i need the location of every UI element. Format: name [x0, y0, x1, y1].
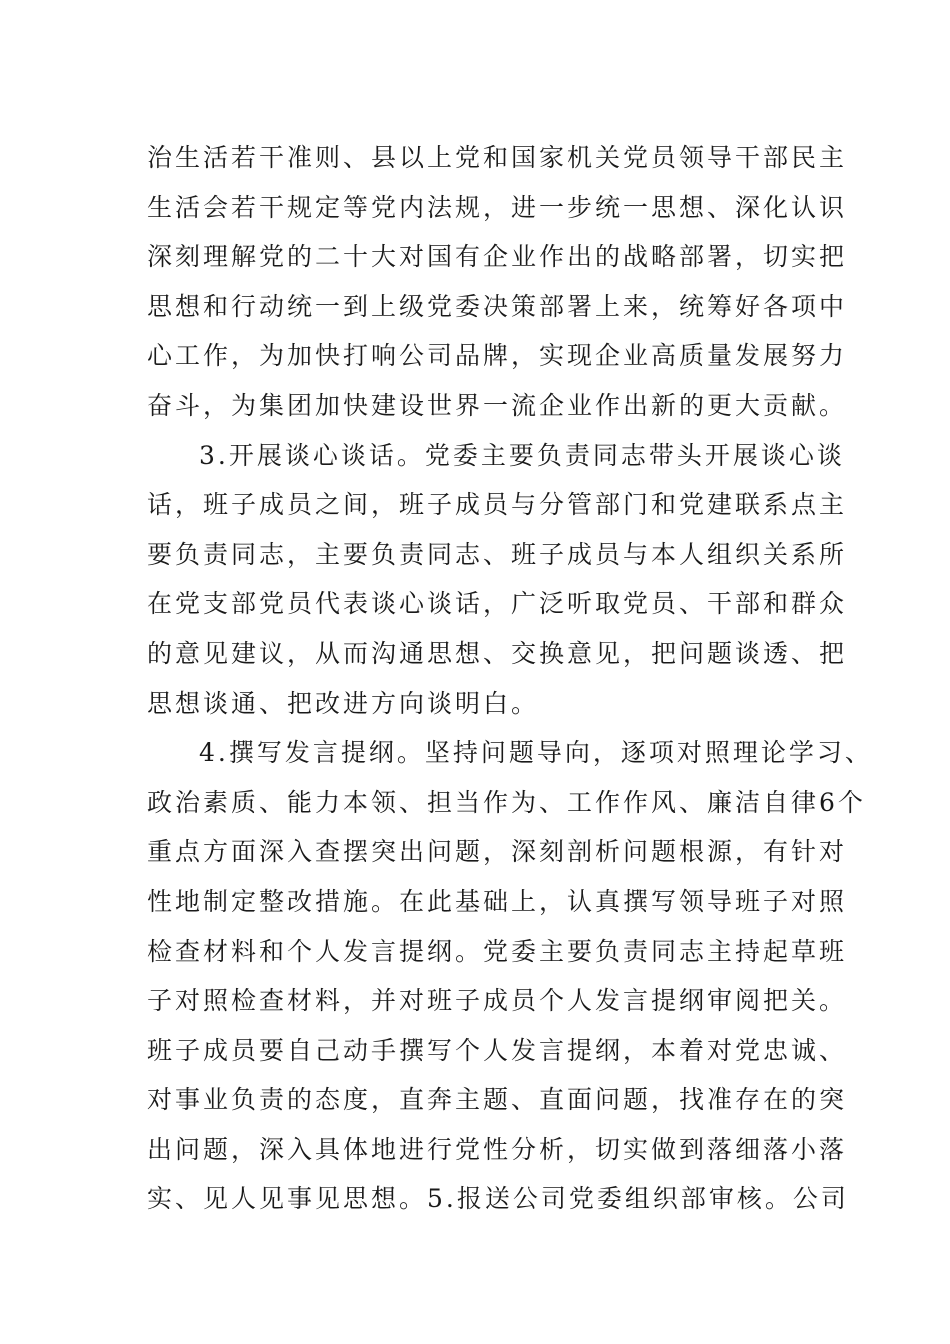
text-line: 思想谈通、把改进方向谈明白。	[147, 688, 540, 718]
text-line: 检查材料和个人发言提纲。党委主要负责同志主持起草班	[147, 936, 848, 966]
text-line: 思想和行动统一到上级党委决策部署上来，统筹好各项中	[147, 291, 848, 321]
paragraph-3-start: 3.开展谈心谈话。党委主要负责同志带头开展谈心谈	[199, 440, 845, 470]
text-line: 重点方面深入查摆突出问题，深刻剖析问题根源，有针对	[147, 837, 848, 867]
text-line: 话，班子成员之间，班子成员与分管部门和党建联系点主	[147, 490, 848, 520]
text-line: 对事业负责的态度，直奔主题、直面问题，找准存在的突	[147, 1085, 848, 1115]
text-line: 要负责同志，主要负责同志、班子成员与本人组织关系所	[147, 539, 848, 569]
text-line: 性地制定整改措施。在此基础上，认真撰写领导班子对照	[147, 886, 848, 916]
text-line: 治生活若干准则、县以上党和国家机关党员领导干部民主	[147, 143, 848, 172]
text-line: 心工作，为加快打响公司品牌，实现企业高质量发展努力	[147, 341, 848, 371]
text-line: 实、见人见事见思想。5.报送公司党委组织部审核。公司	[147, 1184, 849, 1214]
paragraph-4-start: 4.撰写发言提纲。坚持问题导向，逐项对照理论学习、	[199, 738, 873, 768]
text-line: 子对照检查材料，并对班子成员个人发言提纲审阅把关。	[147, 986, 848, 1016]
text-line: 政治素质、能力本领、担当作为、工作作风、廉洁自律6个	[147, 787, 866, 817]
text-line: 的意见建议，从而沟通思想、交换意见，把问题谈透、把	[147, 638, 848, 668]
text-line: 深刻理解党的二十大对国有企业作出的战略部署，切实把	[147, 242, 848, 272]
text-line: 在党支部党员代表谈心谈话，广泛听取党员、干部和群众	[147, 589, 848, 619]
text-line: 出问题，深入具体地进行党性分析，切实做到落细落小落	[147, 1134, 848, 1164]
text-line: 奋斗，为集团加快建设世界一流企业作出新的更大贡献。	[147, 390, 848, 420]
text-line: 生活会若干规定等党内法规，进一步统一思想、深化认识	[147, 192, 848, 222]
document-body	[147, 133, 873, 1224]
text-line: 班子成员要自己动手撰写个人发言提纲，本着对党忠诚、	[147, 1035, 848, 1065]
